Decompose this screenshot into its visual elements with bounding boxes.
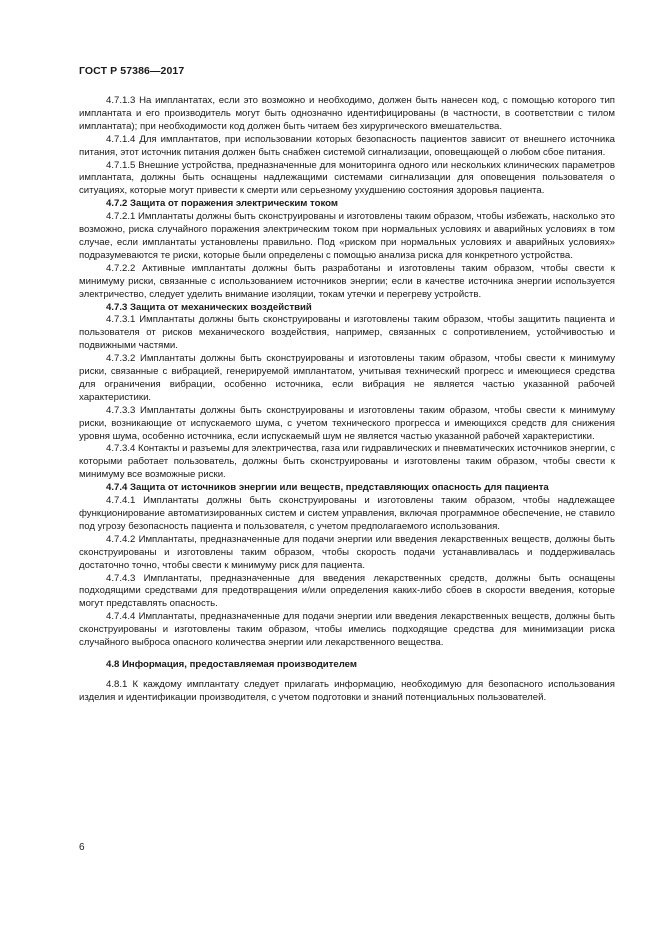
- paragraph-4-7-4-4: 4.7.4.4 Имплантаты, предназначенные для подачи энергии или введения лекарственных веществ, должны быть сконструированы и изготовлены таким образом, чтобы имелись подходящие средства для минимизации риска случайного выброса опасного количества энергии или лекарственного вещества.: [79, 611, 615, 649]
- paragraph-4-7-1-4: 4.7.1.4 Для имплантатов, при использовании которых безопасность пациентов зависит от внешнего источника питания, этот источник питания должен быть снабжен системой сигнализации, оповещающей о любом сбое питания.: [79, 133, 615, 158]
- document-header: ГОСТ Р 57386—2017: [79, 65, 185, 77]
- page-number: 6: [79, 842, 85, 853]
- document-body: [79, 95, 615, 705]
- paragraph-4-7-4-2: 4.7.4.2 Имплантаты, предназначенные для подачи энергии или введения лекарственных веществ, должны быть сконструированы и изготовлены таким образом, чтобы скорость подачи устанавливалась и поддерживалась достаточно точно, чтобы свести к минимуму риск для пациента.: [79, 533, 615, 571]
- paragraph-4-7-1-3: 4.7.1.3 На имплантатах, если это возможно и необходимо, должен быть нанесен код, с помощью которого тип имплантата и его производитель могут быть однозначно идентифицированы (в частности, в соответствии с тилом имплантата); при необходимости код должен быть читаем без хирургического вмешательства.: [79, 95, 615, 132]
- section-heading-4-7-2: 4.7.2 Защита от поражения электрическим током: [106, 198, 338, 210]
- paragraph-4-7-2-1: 4.7.2.1 Имплантаты должны быть сконструированы и изготовлены таким образом, чтобы избежать, насколько это возможно, риска случайного поражения электрическим током при нормальных условиях и аварийных условиях в том случае, если имплантаты установлены правильно. Под «риском при нормальных условиях и аварийных условиях» подразумеваются те риски, которые были определены с помощью анализа риска для конкретного устройства.: [79, 211, 615, 261]
- paragraph-4-7-3-2: 4.7.3.2 Имплантаты должны быть сконструированы и изготовлены таким образом, чтобы свести к минимуму риски, связанные с вибрацией, генерируемой имплантатом, учитывая технический прогресс и имеющиеся средства для ограничения вибрации, особенно источника, если вибрация не является частью указанной рабочей характеристики.: [79, 353, 615, 403]
- paragraph-4-7-4-1: 4.7.4.1 Имплантаты должны быть сконструированы и изготовлены таким образом, чтобы надлежащее функционирование автоматизированных систем и систем управления, включая программное обеспечение, не ставило под угрозу безопасность пациента и пользователя, с учетом предполагаемого использования.: [79, 495, 615, 532]
- section-heading-4-8: 4.8 Информация, предоставляемая производителем: [106, 658, 357, 670]
- paragraph-4-7-3-1: 4.7.3.1 Имплантаты должны быть сконструированы и изготовлены таким образом, чтобы защитить пациента и пользователя от рисков механического воздействия, например, связанных с сопротивлением, устойчивостью и подвижными частями.: [79, 314, 615, 352]
- paragraph-4-7-3-4: 4.7.3.4 Контакты и разъемы для электричества, газа или гидравлических и пневматических источников энергии, с которыми работает пользователь, должны быть сконструированы и изготовлены таким образом, чтобы свести к минимуму все возможные риски.: [79, 443, 615, 481]
- paragraph-4-7-2-2: 4.7.2.2 Активные имплантаты должны быть разработаны и изготовлены таким образом, чтобы свести к минимуму риски, связанные с использованием источников энергии; если в качестве источника энергии используется электричество, следует уделить внимание изоляции, токам утечки и перегреву устройств.: [79, 262, 615, 300]
- paragraph-4-7-3-3: 4.7.3.3 Имплантаты должны быть сконструированы и изготовлены таким образом, чтобы свести к минимуму риски, возникающие от испускаемого шума, с учетом технического прогресса и имеющихся средств для снижения уровня шума, особенно источника, если испускаемый шум не является частью указанной рабочей характеристики.: [79, 404, 615, 442]
- paragraph-4-7-1-5: 4.7.1.5 Внешние устройства, предназначенные для мониторинга одного или нескольких клинических параметров имплантата, должны быть оснащены надлежащими системами сигнализации для оповещения пользователя о ситуациях, которые могут привести к смерти или серьезному ухудшению состояния здоровья пациента.: [79, 159, 615, 197]
- section-heading-4-7-4: 4.7.4 Защита от источников энергии или веществ, представляющих опасность для пациента: [106, 482, 549, 494]
- paragraph-4-8-1: 4.8.1 К каждому имплантату следует прилагать информацию, необходимую для безопасного использования изделия и идентификации производителя, с учетом подготовки и знаний потенциальных пользователей.: [79, 678, 615, 703]
- paragraph-4-7-4-3: 4.7.4.3 Имплантаты, предназначенные для введения лекарственных средств, должны быть оснащены подходящими средствами для предотвращения и/или определения каких-либо сбоев в скорости введения, которые могут представлять опасность.: [79, 572, 615, 610]
- section-heading-4-7-3: 4.7.3 Защита от механических воздействий: [106, 301, 312, 313]
